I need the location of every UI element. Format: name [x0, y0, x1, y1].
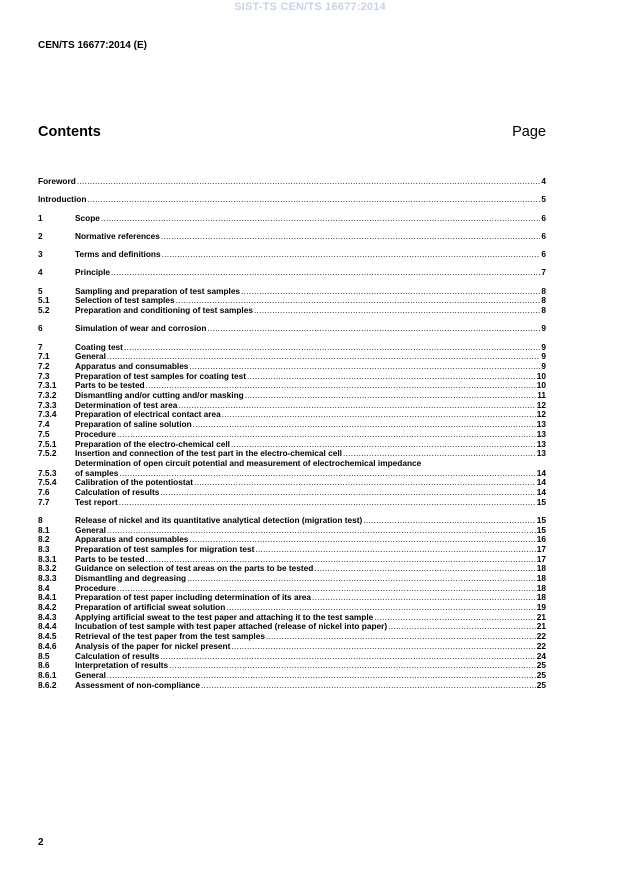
dot-leader: [201, 681, 536, 691]
toc-entry-number: 8.4.4: [38, 621, 57, 632]
toc-entry[interactable]: [38, 232, 546, 242]
dot-leader: [363, 516, 536, 526]
dot-leader: [176, 296, 541, 306]
toc-entry-page: 19: [536, 602, 546, 613]
toc-entry-page: 6: [541, 230, 546, 241]
toc-entry-number: 7.3.2: [38, 390, 57, 401]
toc-entry[interactable]: [38, 564, 546, 574]
dot-leader: [160, 488, 535, 498]
toc-entry-title: Calculation of results: [75, 487, 160, 497]
toc-entry-number: 8.4.2: [38, 602, 57, 613]
toc-entry[interactable]: [38, 306, 546, 316]
dot-leader: [119, 498, 536, 508]
toc-entry-page: 8: [541, 285, 546, 296]
toc-entry-title: Terms and definitions: [75, 250, 161, 260]
dot-leader: [107, 352, 540, 362]
toc-entry-title: Scope: [75, 213, 100, 223]
toc-entry-page: 22: [536, 631, 546, 642]
toc-entry[interactable]: [38, 268, 546, 278]
toc-entry-number: 7.7: [38, 496, 50, 507]
document-id: CEN/TS 16677:2014 (E): [38, 40, 147, 51]
dot-leader: [187, 574, 536, 584]
toc-entry-number: 8.6: [38, 660, 50, 671]
dot-leader: [193, 420, 536, 430]
toc-entry-page: 13: [536, 438, 546, 449]
toc-entry-number: 7.3: [38, 370, 50, 381]
dot-leader: [388, 622, 536, 632]
toc-entry-page: 17: [536, 553, 546, 564]
toc-entry-page: 18: [536, 573, 546, 584]
dot-leader: [314, 564, 535, 574]
toc-entry-page: 18: [536, 563, 546, 574]
toc-entry[interactable]: [38, 545, 546, 555]
dot-leader: [161, 232, 541, 242]
toc-entry[interactable]: [38, 459, 546, 478]
toc-entry-title: Applying artificial sweat to the test paper and attaching it to the test sample: [75, 612, 374, 622]
toc-entry-title: Sampling and preparation of test samples: [75, 286, 241, 296]
toc-entry-page: 16: [536, 534, 546, 545]
toc-entry-number: 2: [38, 230, 43, 241]
dot-leader: [146, 555, 536, 565]
toc-entry-page: 13: [536, 428, 546, 439]
toc-entry-title: Simulation of wear and corrosion: [75, 324, 207, 334]
dot-leader: [312, 593, 536, 603]
toc-entry[interactable]: [38, 352, 546, 362]
dot-leader: [255, 545, 535, 555]
toc-entry-number: 8.1: [38, 524, 50, 535]
toc-entry-number: 8.4.5: [38, 631, 57, 642]
toc-entry-number: 8.5: [38, 650, 50, 661]
toc-entry-number: 8.3: [38, 543, 50, 554]
toc-entry-page: 13: [536, 419, 546, 430]
toc-entry[interactable]: [38, 661, 546, 671]
toc-entry-number: 7.5.3: [38, 467, 57, 478]
toc-entry[interactable]: [38, 642, 546, 652]
toc-entry[interactable]: [38, 430, 546, 440]
dot-leader: [111, 268, 540, 278]
toc-entry[interactable]: [38, 535, 546, 545]
toc-entry-title: Principle: [75, 268, 111, 278]
toc-entry-number: 7.3.3: [38, 399, 57, 410]
toc-entry-page: 12: [536, 399, 546, 410]
toc-entry[interactable]: [38, 381, 546, 391]
toc-entry-number: 8.3.2: [38, 563, 57, 574]
toc-entry-number: 7.5.2: [38, 448, 57, 459]
toc-entry-title: Insertion and connection of the test part in the electro-chemical cell: [75, 449, 342, 459]
page-number: 2: [38, 837, 44, 848]
toc-entry-number: 8.2: [38, 534, 50, 545]
toc-entry-number: 7.4: [38, 419, 50, 430]
toc-entry[interactable]: [38, 652, 546, 662]
dot-leader: [266, 632, 536, 642]
toc-entry[interactable]: [38, 362, 546, 372]
dot-leader: [162, 250, 541, 260]
toc-entry[interactable]: [38, 488, 546, 498]
toc-entry-title: Determination of open circuit potential and measurement of electrochemical impedance: [75, 458, 422, 468]
toc-entry-title: Introduction: [38, 195, 87, 205]
toc-entry-title: Parts to be tested: [75, 381, 145, 391]
toc-entry-title: Preparation of artificial sweat solution: [75, 603, 226, 613]
dot-leader: [231, 642, 535, 652]
toc-entry-page: 11: [537, 390, 546, 401]
toc-entry-title: Guidance on selection of test areas on the parts to be tested: [75, 564, 314, 574]
toc-entry-page: 9: [541, 341, 546, 352]
toc-entry-page: 9: [541, 351, 546, 362]
toc-entry-number: 7.5.1: [38, 438, 57, 449]
toc-entry[interactable]: [38, 622, 546, 632]
dot-leader: [343, 449, 536, 459]
toc-entry[interactable]: [38, 343, 546, 353]
toc-entry-page: 25: [536, 679, 546, 690]
toc-entry[interactable]: [38, 671, 546, 681]
toc-entry[interactable]: [38, 478, 546, 488]
toc-entry-number: 8.4: [38, 582, 50, 593]
dot-leader: [160, 652, 535, 662]
toc-entry-page: 21: [536, 621, 546, 632]
toc-entry-page: 25: [536, 669, 546, 680]
toc-entry-page: 4: [541, 176, 546, 186]
toc-entry-page: 14: [536, 477, 546, 488]
toc-entry-page: 9: [541, 361, 546, 371]
toc-entry-page: 5: [541, 194, 546, 205]
toc-entry-number: 7.1: [38, 351, 50, 362]
dot-leader: [146, 381, 536, 391]
dot-leader: [117, 584, 536, 594]
dot-leader: [374, 613, 535, 623]
toc-entry[interactable]: [38, 632, 546, 642]
toc-entry-title: Assessment of non-compliance: [75, 680, 200, 690]
toc-entry[interactable]: [38, 603, 546, 613]
toc-entry-title: Preparation of test paper including determination of its area: [75, 593, 312, 603]
toc-entry-title: Preparation of the electro-chemical cell: [75, 439, 230, 449]
dot-leader: [107, 526, 536, 536]
dot-leader: [194, 478, 536, 488]
toc-entry-title: Preparation of saline solution: [75, 420, 192, 430]
toc-entry[interactable]: [38, 177, 546, 187]
dot-leader: [101, 214, 540, 224]
toc-entry-page: 7: [541, 267, 546, 278]
toc-entry-page: 12: [536, 409, 546, 420]
toc-entry-number: 4: [38, 267, 43, 278]
toc-entry[interactable]: [38, 296, 546, 306]
dot-leader: [124, 343, 540, 353]
dot-leader: [254, 306, 540, 316]
toc-entry[interactable]: [38, 372, 546, 382]
toc-entry-title: Dismantling and/or cutting and/or masking: [75, 391, 244, 401]
toc-entry-number: 8.4.6: [38, 640, 57, 651]
dot-leader: [222, 410, 536, 420]
toc-entry-title: General: [75, 352, 106, 362]
toc-entry-title: Foreword: [38, 177, 76, 186]
toc-entry-number: 3: [38, 249, 43, 260]
toc-entry-number: 8: [38, 514, 43, 525]
toc-entry-title: Determination of test area: [75, 400, 178, 410]
page-column-heading: Page: [512, 124, 546, 140]
toc-entry-title: Calibration of the potentiostat: [75, 478, 193, 488]
toc-entry-title: Preparation and conditioning of test samples: [75, 306, 253, 316]
toc-entry-number: 8.4.3: [38, 611, 57, 622]
dot-leader: [77, 177, 541, 187]
toc-entry[interactable]: [38, 410, 546, 420]
toc-entry-page: 10: [536, 380, 546, 391]
toc-entry-page: 15: [536, 496, 546, 507]
toc-entry-title: Normative references: [75, 231, 160, 241]
toc-entry-title: Analysis of the paper for nickel present: [75, 641, 231, 651]
toc-entry-number: 5.1: [38, 295, 50, 306]
toc-entry[interactable]: [38, 593, 546, 603]
dot-leader: [117, 430, 536, 440]
toc-entry-number: 7.3.1: [38, 380, 57, 391]
dot-leader: [189, 535, 535, 545]
toc-entry-page: 10: [536, 370, 546, 381]
toc-entry-page: 15: [536, 514, 546, 525]
toc-entry-number: 7: [38, 341, 43, 352]
toc-entry[interactable]: [38, 526, 546, 536]
toc-entry-title: General: [75, 525, 106, 535]
toc-entry-number: 7.5: [38, 428, 50, 439]
toc-entry[interactable]: [38, 214, 546, 224]
dot-leader: [119, 469, 535, 479]
toc-entry-page: 6: [541, 212, 546, 223]
toc-entry-number: 8.6.2: [38, 679, 57, 690]
toc-entry-title: Apparatus and consumables: [75, 362, 189, 371]
toc-entry-page: 24: [536, 650, 546, 661]
toc-entry[interactable]: [38, 584, 546, 594]
toc-entry-page: 8: [541, 295, 546, 306]
toc-entry-number: 7.5.4: [38, 477, 57, 488]
dot-leader: [247, 372, 536, 382]
dot-leader: [207, 324, 540, 334]
toc-entry[interactable]: [38, 195, 546, 205]
toc-entry-page: 18: [536, 582, 546, 593]
watermark: SIST-TS CEN/TS 16677:2014: [234, 1, 386, 13]
toc-entry[interactable]: [38, 420, 546, 430]
dot-leader: [178, 401, 535, 411]
toc-entry-title: Selection of test samples: [75, 296, 175, 306]
toc-entry-number: 1: [38, 212, 43, 223]
toc-entry-title: Apparatus and consumables: [75, 535, 189, 545]
toc-entry-page: 14: [536, 486, 546, 497]
toc-entry[interactable]: [38, 613, 546, 623]
toc-entry-number: 5: [38, 285, 43, 296]
toc-entry-page: 21: [536, 611, 546, 622]
toc-entry-page: 22: [536, 640, 546, 651]
toc-entry-page: 25: [536, 660, 546, 671]
contents-heading: Contents: [38, 124, 101, 140]
toc-entry-number: 8.3.1: [38, 553, 57, 564]
toc-entry[interactable]: [38, 287, 546, 297]
toc-entry-title: Preparation of electrical contact area: [75, 410, 221, 420]
toc-entry[interactable]: [38, 391, 546, 401]
toc-entry-page: 13: [536, 448, 546, 459]
table-of-contents: [38, 177, 546, 690]
toc-entry-title: Incubation of test sample with test paper attached (release of nickel into paper): [75, 622, 388, 632]
toc-entry-number: 7.2: [38, 361, 50, 371]
dot-leader: [245, 391, 537, 401]
toc-entry[interactable]: [38, 250, 546, 260]
dot-leader: [189, 362, 540, 372]
toc-entry-title: Parts to be tested: [75, 554, 145, 564]
dot-leader: [231, 440, 536, 450]
dot-leader: [107, 671, 536, 681]
toc-entry-title: Coating test: [75, 342, 123, 352]
toc-entry[interactable]: [38, 498, 546, 508]
toc-entry[interactable]: [38, 681, 546, 691]
toc-entry[interactable]: [38, 574, 546, 584]
toc-entry-number: 8.3.3: [38, 573, 57, 584]
toc-entry-title: Dismantling and degreasing: [75, 574, 187, 584]
toc-entry-page: 8: [541, 305, 546, 316]
toc-entry-title: Release of nickel and its quantitative analytical detection (migration test): [75, 515, 363, 525]
toc-entry-title: Retrieval of the test paper from the test samples: [75, 632, 265, 642]
toc-entry-number: 7.3.4: [38, 409, 57, 420]
toc-entry-number: 8.6.1: [38, 669, 57, 680]
toc-entry[interactable]: [38, 516, 546, 526]
toc-entry-title: Interpretation of results: [75, 661, 169, 671]
dot-leader: [169, 661, 536, 671]
toc-entry-number: 8.4.1: [38, 592, 57, 603]
toc-entry[interactable]: [38, 449, 546, 459]
toc-entry[interactable]: [38, 440, 546, 450]
toc-entry-title: Preparation of test samples for coating test: [75, 371, 247, 381]
toc-entry-number: 6: [38, 323, 43, 334]
dot-leader: [87, 195, 540, 205]
dot-leader: [241, 287, 540, 297]
toc-entry-number: 7.6: [38, 486, 50, 497]
toc-entry-page: 14: [536, 467, 546, 478]
dot-leader: [226, 603, 535, 613]
toc-entry-page: 18: [536, 592, 546, 603]
toc-entry-title: Procedure: [75, 429, 117, 439]
toc-entry-title: Procedure: [75, 583, 117, 593]
toc-entry[interactable]: [38, 324, 546, 334]
toc-entry-page: 9: [541, 323, 546, 334]
toc-entry-title: Test report: [75, 497, 118, 507]
toc-entry-page: 15: [536, 524, 546, 535]
toc-entry-page: 6: [541, 249, 546, 260]
toc-entry-title: Calculation of results: [75, 651, 160, 661]
toc-entry-title: Preparation of test samples for migration test: [75, 544, 255, 554]
toc-entry-title-continued: of samples: [75, 468, 119, 478]
toc-entry[interactable]: [38, 401, 546, 411]
toc-entry-number: 5.2: [38, 305, 50, 316]
toc-entry[interactable]: [38, 555, 546, 565]
toc-entry-page: 17: [536, 543, 546, 554]
toc-entry-title: General: [75, 670, 106, 680]
